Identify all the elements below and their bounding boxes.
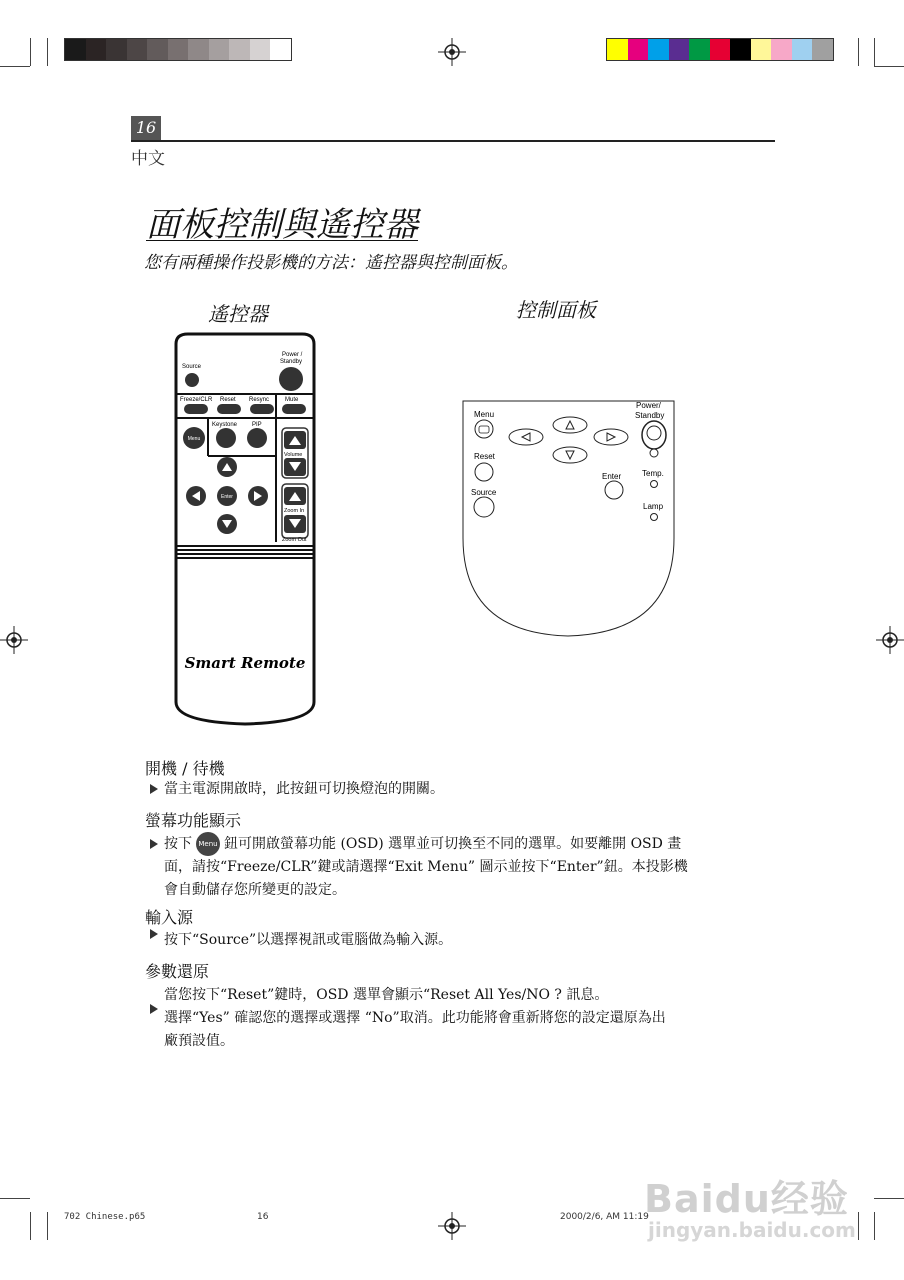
panel-menu-button[interactable] [475, 420, 493, 438]
remote-mute-label: Mute [285, 397, 299, 403]
color-swatch [86, 39, 107, 60]
page-title: 面板控制與遙控器 [146, 205, 418, 245]
panel-label: 控制面板 [516, 298, 596, 322]
remote-reset-button[interactable] [217, 404, 241, 414]
color-swatch [607, 39, 628, 60]
remote-control-illustration [170, 330, 320, 730]
color-swatch [771, 39, 792, 60]
color-swatch [147, 39, 168, 60]
panel-lamp-led [651, 514, 658, 521]
registration-mark-icon [438, 38, 466, 66]
panel-up-button[interactable] [553, 417, 587, 433]
bullet-arrow-icon [150, 1004, 158, 1014]
remote-pip-label: PIP [252, 422, 262, 428]
remote-power-label: Power / [282, 352, 303, 358]
control-panel-illustration [460, 398, 680, 643]
remote-power-label-2: Standby [280, 359, 303, 365]
section-text-source: 按下“Source”以選擇視訊或電腦做為輸入源。 [164, 932, 453, 948]
section-text-power: 當主電源開啟時，此按鈕可切換燈泡的開關。 [164, 781, 444, 797]
language-label: 中文 [131, 149, 165, 169]
remote-zoom-out-label: Zoom Out [282, 537, 307, 543]
remote-label: 遙控器 [208, 302, 268, 326]
footer-date: 2000/2/6, AM 11:19 [560, 1212, 649, 1222]
panel-reset-label: Reset [474, 452, 495, 461]
remote-resync-label: Resync [249, 397, 270, 403]
remote-pip-button[interactable] [247, 428, 267, 448]
remote-keystone-label: Keystone [212, 422, 238, 428]
crop-mark [858, 1212, 859, 1240]
color-swatch [106, 39, 127, 60]
remote-volume-label: Volume [284, 452, 303, 458]
color-bar [606, 38, 834, 61]
remote-power-button[interactable] [279, 367, 303, 391]
panel-menu-label: Menu [474, 410, 495, 419]
color-swatch [188, 39, 209, 60]
color-swatch [812, 39, 833, 60]
remote-mute-button[interactable] [282, 404, 306, 414]
color-swatch [250, 39, 271, 60]
crop-mark [874, 1212, 875, 1240]
registration-mark-icon [0, 626, 28, 654]
crop-mark [874, 1198, 904, 1199]
panel-temp-label: Temp. [642, 469, 664, 478]
remote-freeze-label: Freeze/CLR [180, 397, 213, 403]
panel-source-label: Source [471, 488, 497, 497]
panel-down-button[interactable] [553, 447, 587, 463]
panel-reset-button[interactable] [475, 463, 493, 481]
color-swatch [65, 39, 86, 60]
menu-button-icon: Menu [196, 832, 220, 856]
crop-mark [858, 38, 859, 66]
crop-mark [47, 1212, 48, 1240]
crop-mark [47, 38, 48, 66]
bullet-arrow-icon [150, 929, 158, 939]
color-swatch [628, 39, 649, 60]
section-text-reset: 當您按下“Reset”鍵時，OSD 選單會顯示“Reset All Yes/NO ? 訊息。 選擇“Yes” 確認您的選擇或選擇 “No”取消。此功能將會重新將您的設定還原為出 廠預設值。 [164, 987, 666, 1049]
panel-lamp-label: Lamp [643, 502, 664, 511]
color-swatch [168, 39, 189, 60]
page-subtitle: 您有兩種操作投影機的方法：遙控器與控制面板。 [144, 253, 518, 273]
remote-brand-label: Smart Remote [184, 654, 306, 672]
color-swatch [710, 39, 731, 60]
section-text-osd: 按下 Menu 鈕可開啟螢幕功能 (OSD) 選單並可切換至不同的選單。如要離開 OSD 畫 面，請按“Freeze/CLR”鍵或請選擇“Exit Menu” 圖示並按下“Enter”鈕。本投影機 會自動儲存您所變更的設定。 [164, 832, 744, 902]
bullet-arrow-icon [150, 784, 158, 794]
color-swatch [669, 39, 690, 60]
remote-source-button[interactable] [185, 373, 199, 387]
section-heading-reset: 參數還原 [145, 962, 210, 981]
color-swatch [730, 39, 751, 60]
footer-file: 702 Chinese.p65 [64, 1212, 146, 1222]
remote-menu-label: Menu [187, 436, 201, 442]
crop-mark [0, 1198, 30, 1199]
remote-source-label: Source [182, 364, 202, 370]
panel-power-led [650, 449, 658, 457]
remote-resync-button[interactable] [250, 404, 274, 414]
footer-page: 16 [257, 1212, 269, 1222]
section-heading-power: 開機 / 待機 [145, 759, 225, 778]
remote-zoom-in-label: Zoom In [284, 508, 305, 514]
watermark-url: jingyan.baidu.com [648, 1218, 856, 1242]
grayscale-bar [64, 38, 292, 61]
panel-power-label-2: Standby [635, 411, 665, 420]
remote-freeze-button[interactable] [184, 404, 208, 414]
section-heading-osd: 螢幕功能顯示 [145, 811, 242, 830]
color-swatch [209, 39, 230, 60]
crop-mark [0, 66, 30, 67]
color-swatch [648, 39, 669, 60]
crop-mark [874, 66, 904, 67]
panel-enter-button[interactable] [605, 481, 623, 499]
color-swatch [751, 39, 772, 60]
color-swatch [689, 39, 710, 60]
panel-power-label: Power/ [636, 401, 661, 410]
watermark-logo: Baidu经验 [644, 1177, 849, 1221]
page-number: 16 [131, 116, 161, 140]
remote-keystone-button[interactable] [216, 428, 236, 448]
panel-source-button[interactable] [474, 497, 494, 517]
bullet-arrow-icon [150, 839, 158, 849]
header-rule [131, 140, 775, 142]
panel-power-button[interactable] [642, 421, 666, 449]
panel-temp-led [651, 481, 658, 488]
crop-mark [30, 38, 31, 66]
color-swatch [127, 39, 148, 60]
panel-enter-label: Enter [602, 472, 622, 481]
color-swatch [792, 39, 813, 60]
color-swatch [229, 39, 250, 60]
section-heading-source: 輸入源 [145, 908, 194, 927]
remote-reset-label: Reset [220, 397, 236, 403]
registration-mark-icon [438, 1212, 466, 1240]
panel-left-button[interactable] [509, 429, 543, 445]
registration-mark-icon [876, 626, 904, 654]
crop-mark [874, 38, 875, 66]
crop-mark [30, 1212, 31, 1240]
remote-enter-label: Enter [221, 494, 233, 500]
panel-right-button[interactable] [594, 429, 628, 445]
color-swatch [270, 39, 291, 60]
